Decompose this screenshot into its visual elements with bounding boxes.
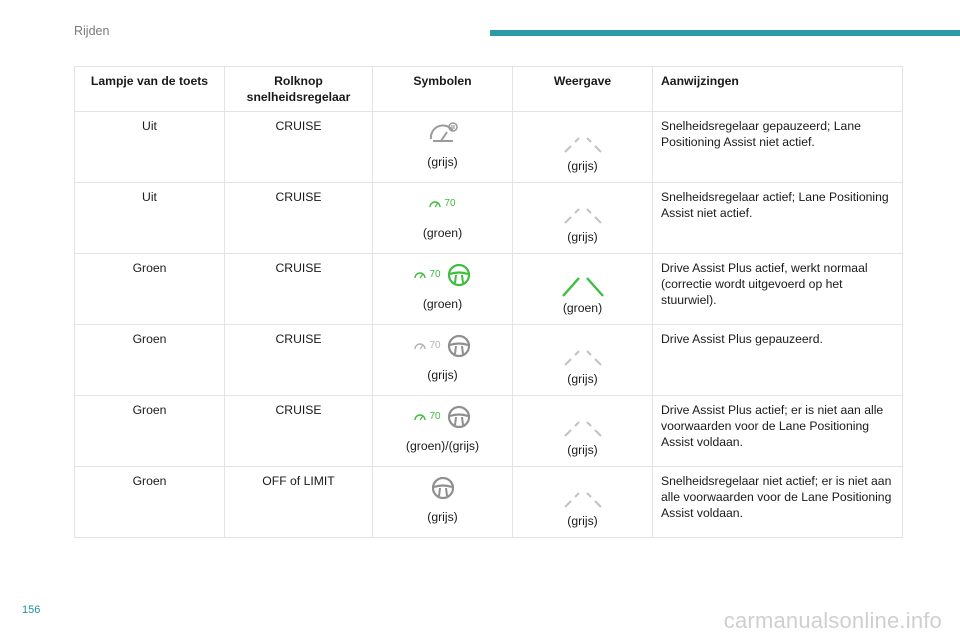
speed-value: 70: [444, 198, 456, 209]
cell-note: Snelheidsregelaar actief; Lane Positioning Assist niet actief.: [653, 183, 903, 254]
lane-lines-grey-icon: [543, 481, 623, 511]
cell-display: [513, 183, 653, 254]
display-caption: (grijs): [567, 159, 598, 173]
cell-lamp: Groen: [75, 254, 225, 325]
header-lamp: Lampje van de toets: [75, 67, 225, 112]
header-knob: Rolknop snelheidsregelaar: [225, 67, 373, 112]
header-notes: Aanwijzingen: [653, 67, 903, 112]
cell-display: [513, 467, 653, 538]
lane-lines-grey-icon: [543, 410, 623, 440]
display-caption: (groen): [562, 301, 603, 315]
cell-symbols: [373, 254, 513, 325]
table-row: [75, 325, 903, 396]
cell-knob: CRUISE: [225, 396, 373, 467]
lane-lines-grey-icon: [543, 126, 623, 156]
cell-lamp: Groen: [75, 325, 225, 396]
steering-wheel-grey-icon: [447, 405, 471, 429]
lane-lines-green-icon: [543, 268, 623, 298]
speed-indicator: [414, 338, 440, 354]
symbol-caption: (groen): [422, 297, 463, 311]
steering-wheel-grey-icon: [431, 476, 455, 500]
header-accent-bar: [490, 30, 960, 36]
cell-symbols: [373, 396, 513, 467]
cell-note: Snelheidsregelaar gepauzeerd; Lane Positioning Assist niet actief.: [653, 112, 903, 183]
display-caption: (grijs): [567, 372, 598, 386]
symbol-caption: (grijs): [427, 510, 458, 524]
cell-knob: CRUISE: [225, 325, 373, 396]
table-row: [75, 112, 903, 183]
symbol-caption: (grijs): [427, 368, 458, 382]
display-caption: (grijs): [567, 514, 598, 528]
cell-note: Snelheidsregelaar niet actief; er is niet aan alle voorwaarden voor de Lane Positioning Assist voldaan.: [653, 467, 903, 538]
cell-lamp: Uit: [75, 112, 225, 183]
speed-value: 70: [429, 340, 441, 351]
speed-indicator: [429, 196, 455, 212]
cell-symbols: [373, 325, 513, 396]
table-row: [75, 254, 903, 325]
cell-symbols: [373, 112, 513, 183]
symbol-caption: (groen): [422, 226, 463, 240]
cell-note: Drive Assist Plus actief; er is niet aan alle voorwaarden voor de Lane Positioning Assist voldaan.: [653, 396, 903, 467]
display-caption: (grijs): [567, 230, 598, 244]
cell-knob: CRUISE: [225, 254, 373, 325]
table-row: [75, 183, 903, 254]
cell-display: [513, 325, 653, 396]
cell-display: [513, 254, 653, 325]
cruise-control-paused-icon: [427, 119, 459, 147]
cell-note: Drive Assist Plus actief, werkt normaal (correctie wordt uitgevoerd op het stuurwiel).: [653, 254, 903, 325]
speed-value: 70: [429, 269, 441, 280]
lane-lines-grey-icon: [543, 197, 623, 227]
speed-value: 70: [429, 411, 441, 422]
header-display: Weergave: [513, 67, 653, 112]
watermark: carmanualsonline.info: [723, 608, 942, 633]
steering-wheel-grey-icon: [447, 334, 471, 358]
header-symbols: Symbolen: [373, 67, 513, 112]
cell-symbols: [373, 183, 513, 254]
display-caption: (grijs): [567, 443, 598, 457]
cell-note: Drive Assist Plus gepauzeerd.: [653, 325, 903, 396]
cell-display: [513, 112, 653, 183]
cell-lamp: Groen: [75, 467, 225, 538]
cell-lamp: Uit: [75, 183, 225, 254]
cruise-speedometer-icon: [414, 341, 426, 351]
cruise-speedometer-icon: [414, 412, 426, 422]
section-title: Rijden: [74, 24, 110, 38]
cruise-speedometer-icon: [414, 270, 426, 280]
speed-indicator: [414, 409, 440, 425]
symbol-caption: (groen)/(grijs): [405, 439, 480, 453]
cruise-speedometer-icon: [429, 199, 441, 209]
table-row: [75, 467, 903, 538]
page-number: 156: [22, 604, 41, 616]
cell-symbols: [373, 467, 513, 538]
steering-wheel-green-icon: [447, 263, 471, 287]
cell-knob: CRUISE: [225, 183, 373, 254]
symbol-caption: (grijs): [427, 155, 458, 169]
status-table: [74, 66, 903, 538]
table-header-row: [75, 67, 903, 112]
lane-lines-grey-icon: [543, 339, 623, 369]
cell-display: [513, 396, 653, 467]
cell-lamp: Groen: [75, 396, 225, 467]
cell-knob: OFF of LIMIT: [225, 467, 373, 538]
cell-knob: CRUISE: [225, 112, 373, 183]
table-row: [75, 396, 903, 467]
speed-indicator: [414, 267, 440, 283]
